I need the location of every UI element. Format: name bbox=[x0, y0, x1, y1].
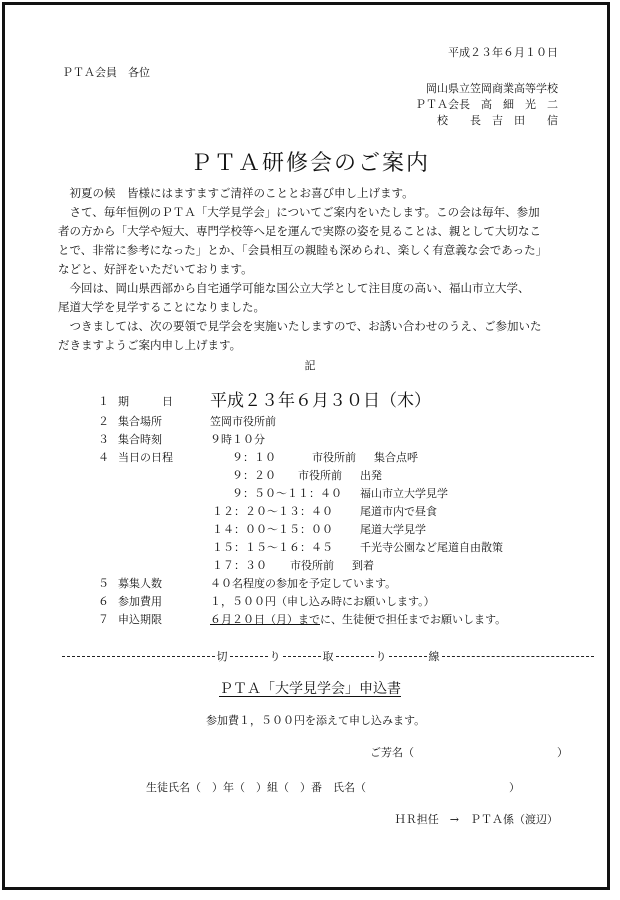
application-title: ＰＴＡ「大学見学会」申込書 bbox=[219, 681, 401, 697]
schedule-event: 到着 bbox=[352, 559, 374, 572]
body-line: 初夏の候 皆様にはますますご清祥のこととお喜び申し上げます。 bbox=[58, 186, 414, 200]
item-label-deadline: 申込期限 bbox=[118, 613, 162, 626]
body-line: などと、好評をいただいております。 bbox=[58, 262, 253, 276]
meeting-place: 笠岡市役所前 bbox=[210, 415, 276, 428]
body-text bbox=[58, 184, 547, 355]
item-number: ７ bbox=[98, 613, 109, 626]
item-label-time: 集合時刻 bbox=[118, 433, 162, 446]
item-label-place: 集合場所 bbox=[118, 415, 162, 428]
body-line: だきますようご案内申し上げます。 bbox=[58, 338, 242, 352]
cut-char: 線 bbox=[428, 650, 440, 663]
cut-line bbox=[62, 648, 594, 664]
item-label-recruit: 募集人数 bbox=[118, 577, 162, 590]
schedule-place: 市役所前 bbox=[298, 469, 342, 482]
schedule-event: 尾道市内で昼食 bbox=[360, 505, 437, 518]
guardian-name-field: ご芳名（ ） bbox=[370, 746, 568, 759]
schedule-time: ９：１０ bbox=[232, 451, 276, 464]
schedule-time: １５：１５～１６：４５ bbox=[212, 541, 333, 554]
deadline-date: ６月２０日（月）まで bbox=[210, 613, 320, 626]
student-name-field: 生徒氏名（ ）年（ ）組（ ）番 氏名（ ） bbox=[146, 781, 520, 794]
pta-president: ＰＴＡ会長 高 細 光 二 bbox=[415, 98, 558, 111]
addressee: ＰＴＡ会員 各位 bbox=[62, 66, 150, 79]
event-date: 平成２３年６月３０日（木） bbox=[210, 391, 431, 411]
application-instruction: 参加費１，５００円を添えて申し込みます。 bbox=[206, 714, 426, 727]
schedule-event: 千光寺公園など尾道自由散策 bbox=[360, 541, 503, 554]
item-number: １ bbox=[98, 395, 109, 408]
item-label-fee: 参加費用 bbox=[118, 595, 162, 608]
submission-route: ＨＲ担任 → ＰＴＡ係（渡辺） bbox=[394, 813, 558, 826]
cut-char: り bbox=[269, 650, 281, 663]
issue-date: 平成２３年６月１０日 bbox=[448, 46, 558, 59]
fee-value: １，５００円（申し込み時にお願いします。） bbox=[210, 595, 435, 608]
deadline-value bbox=[210, 611, 506, 627]
schedule-event: 福山市立大学見学 bbox=[360, 487, 448, 500]
schedule-time: １４：００～１５：００ bbox=[212, 523, 333, 536]
item-number: ２ bbox=[98, 415, 109, 428]
schedule-event: 尾道大学見学 bbox=[360, 523, 426, 536]
item-number: ５ bbox=[98, 577, 109, 590]
schedule-time: ９：５０～１１：４０ bbox=[232, 487, 342, 500]
ki-mark: 記 bbox=[304, 359, 316, 372]
body-line: さて、毎年恒例のＰＴＡ「大学見学会」についてご案内をいたします。この会は毎年、参加 bbox=[58, 205, 540, 219]
item-number: ４ bbox=[98, 451, 109, 464]
item-number: ３ bbox=[98, 433, 109, 446]
meeting-time: ９時１０分 bbox=[210, 433, 265, 446]
cut-char: 切 bbox=[216, 650, 228, 663]
body-line: 今回は、岡山県西部から自宅通学可能な国公立大学として注目度の高い、福山市立大学、 bbox=[58, 281, 530, 295]
body-line: 尾道大学を見学することになりました。 bbox=[58, 300, 265, 314]
body-line: とで、非常に参考になった」とか、「会員相互の親睦も深められ、楽しく有意義な会であった」 bbox=[58, 243, 548, 257]
schedule-event: 出発 bbox=[360, 469, 382, 482]
item-number: ６ bbox=[98, 595, 109, 608]
item-label-schedule: 当日の日程 bbox=[118, 451, 173, 464]
body-line: つきましては、次の要領で見学会を実施いたしますので、お誘い合わせのうえ、ご参加いた bbox=[58, 319, 542, 333]
page-title: ＰＴＡ研修会のご案内 bbox=[189, 151, 430, 176]
schedule-time: １２：２０～１３：４０ bbox=[212, 505, 333, 518]
schedule-place: 市役所前 bbox=[290, 559, 334, 572]
deadline-note: に、生徒便で担任までお願いします。 bbox=[320, 613, 507, 626]
recruit-count: ４０名程度の参加を予定しています。 bbox=[210, 577, 397, 590]
cut-char: 取 bbox=[322, 650, 334, 663]
schedule-place: 市役所前 bbox=[312, 451, 356, 464]
body-line: 者の方から「大学や短大、専門学校等へ足を運んで実際の姿を見ることは、親として大切なこ bbox=[58, 224, 541, 238]
principal: 校 長 吉 田 信 bbox=[437, 114, 558, 127]
schedule-event: 集合点呼 bbox=[374, 451, 418, 464]
school-name: 岡山県立笠岡商業高等学校 bbox=[426, 82, 558, 95]
item-label-date: 期 日 bbox=[118, 395, 173, 408]
cut-char: り bbox=[375, 650, 387, 663]
schedule-time: ９：２０ bbox=[232, 469, 276, 482]
schedule-time: １７：３０ bbox=[212, 559, 267, 572]
